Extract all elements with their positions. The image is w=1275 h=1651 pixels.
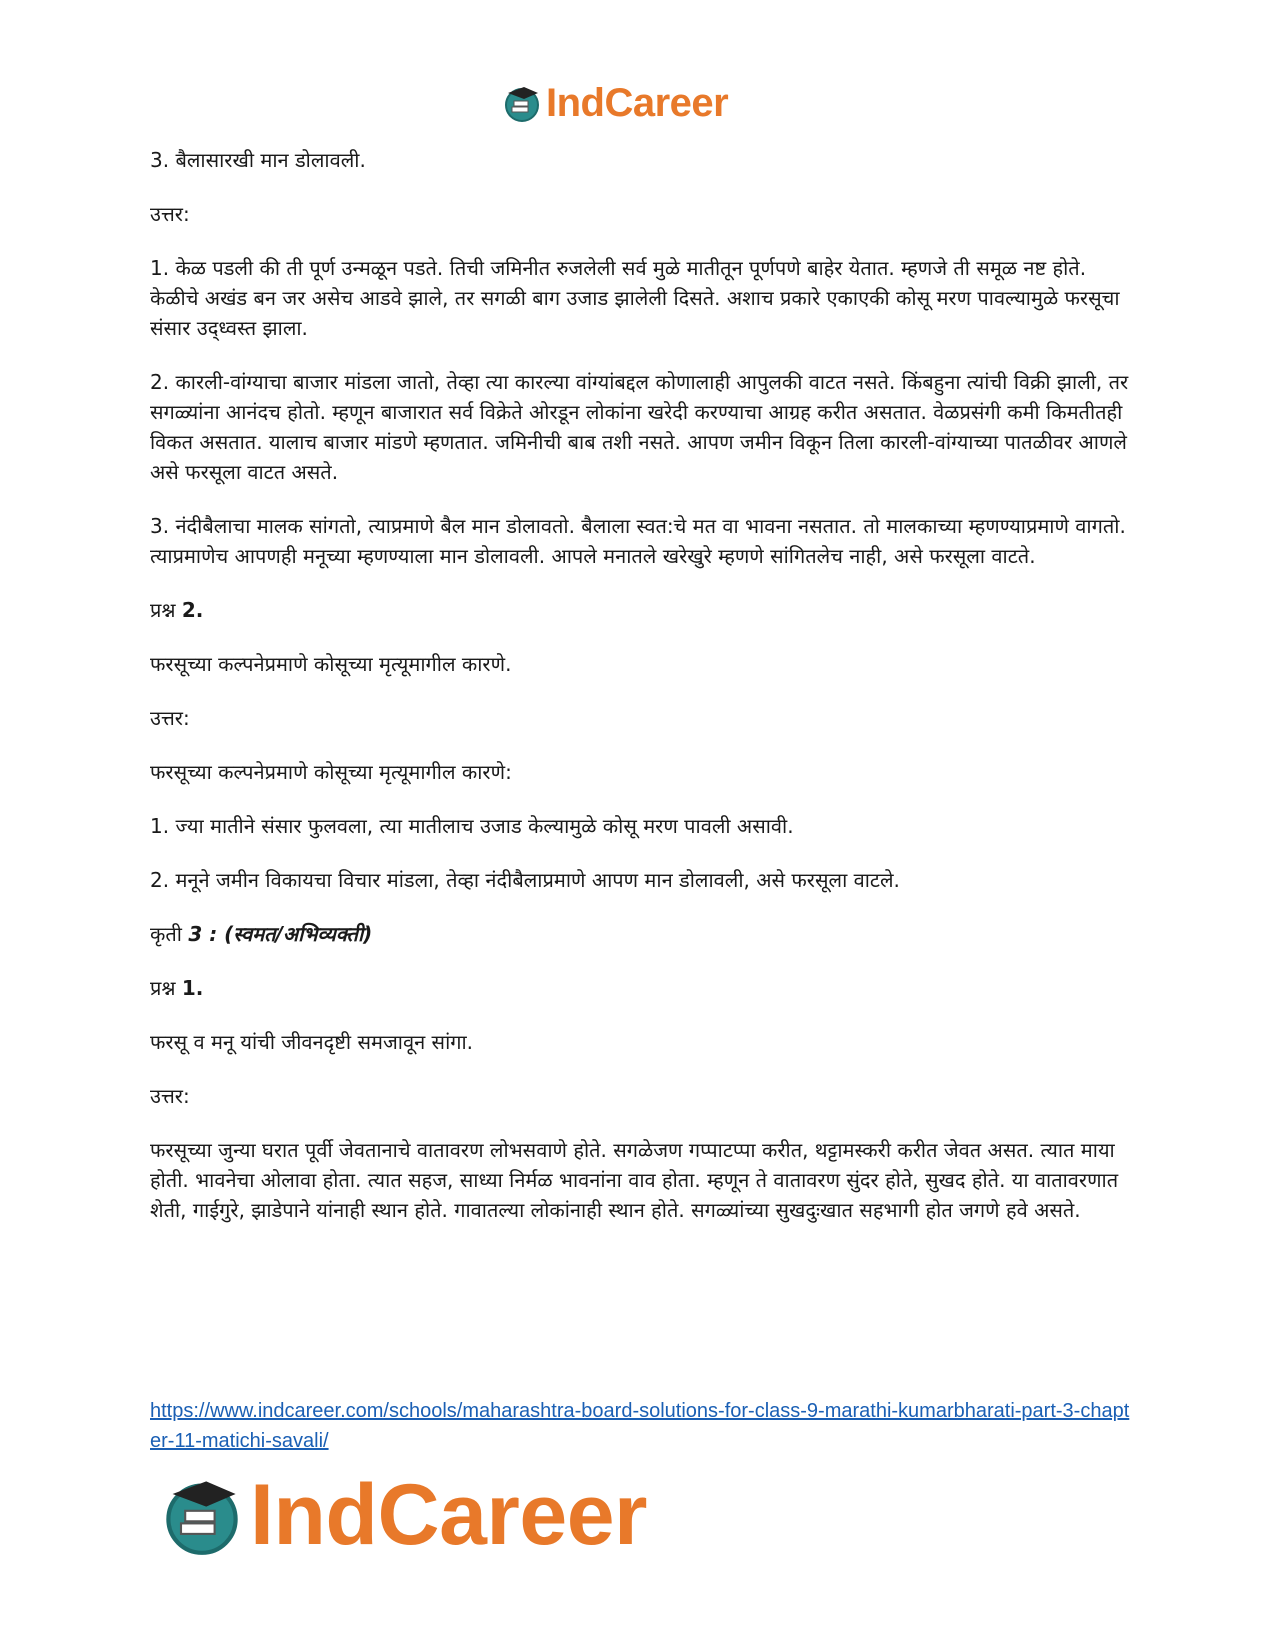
item-3-heading: 3. बैलासारखी मान डोलावली.	[150, 148, 366, 172]
document-body	[150, 145, 1140, 1249]
question-number: 1.	[181, 976, 204, 1000]
question-1-answer: फरसूच्या जुन्या घरात पूर्वी जेवतानाचे वातावरण लोभसवाणे होते. सगळेजण गप्पाटप्पा करीत, थट्टामस्करी करीत जेवत असत. त्यात माया होती. भावनेचा ओलावा होता. त्यात सहज, साध्या निर्मळ भावनांना वाव होता. म्हणून ते वातावरण सुंदर होते, सुखद होते. या वातावरणात शेती, गाईगुरे, झाडेपाने यांनाही स्थान होते. गावातल्या लोकांनाही स्थान होते. सगळ्यांच्या सुखदुःखात सहभागी होत जगणे हवे असते.	[150, 1138, 1119, 1222]
answer-label: उत्तर:	[150, 1084, 190, 1108]
question-word: प्रश्न	[150, 598, 176, 622]
kruti-word: कृती	[150, 922, 182, 946]
question-2-answer-2: 2. मनूने जमीन विकायचा विचार मांडला, तेव्हा नंदीबैलाप्रमाणे आपण मान डोलावली, असे फरसूला वाटले.	[150, 868, 900, 892]
question-2-answer-1: 1. ज्या मातीने संसार फुलवला, त्या मातीलाच उजाड केल्यामुळे कोसू मरण पावली असावी.	[150, 814, 794, 838]
question-1-label	[150, 973, 1140, 1003]
logo-wordmark: IndCareer	[250, 1466, 647, 1563]
graduation-globe-icon	[160, 1473, 244, 1557]
question-word: प्रश्न	[150, 976, 176, 1000]
question-1-text: फरसू व मनू यांची जीवनदृष्टी समजावून सांगा.	[150, 1030, 474, 1054]
answer-paragraph-1: 1. केळ पडली की ती पूर्ण उन्मळून पडते. तिची जमिनीत रुजलेली सर्व मुळे मातीतून पूर्णपणे बाहेर येतात. म्हणजे ती समूळ नष्ट होते. केळीचे अखंड बन जर असेच आडवे झाले, तर सगळी बाग उजाड झालेली दिसते. अशाच प्रकारे एकाएकी कोसू मरण पावल्यामुळे फरसूचा संसार उद्ध्वस्त झाला.	[150, 256, 1120, 340]
answer-label: उत्तर:	[150, 202, 190, 226]
indcareer-logo-header	[502, 80, 728, 126]
question-number: 2.	[181, 598, 204, 622]
question-2-label	[150, 595, 1140, 625]
graduation-globe-icon	[502, 83, 542, 123]
answer-paragraph-2: 2. कारली-वांग्याचा बाजार मांडला जातो, तेव्हा त्या कारल्या वांग्यांबद्दल कोणालाही आपुलकी वाटत नसते. किंबहुना त्यांची विक्री झाली, तर सगळ्यांना आनंदच होतो. म्हणून बाजारात सर्व विक्रेते ओरडून लोकांना खरेदी करण्याचा आग्रह करीत असतात. वेळप्रसंगी कमी किमतीतही विकत असतात. यालाच बाजार मांडणे म्हणतात. जमिनीची बाब तशी नसते. आपण जमीन विकून तिला कारली-वांग्याच्या पातळीवर आणले असे फरसूला वाटत असते.	[150, 370, 1129, 484]
source-url-link[interactable]: https://www.indcareer.com/schools/maharashtra-board-solutions-for-class-9-marathi-kumarbharati-part-3-chapter-11-matichi-savali/	[150, 1400, 1130, 1452]
kruti-subtitle: 3 : (स्वमत/अभिव्यक्ती)	[188, 922, 373, 946]
kruti-3-heading	[150, 919, 1140, 949]
indcareer-logo-footer	[160, 1466, 647, 1563]
answer-paragraph-3: 3. नंदीबैलाचा मालक सांगतो, त्याप्रमाणे बैल मान डोलावतो. बैलाला स्वत:चे मत वा भावना नसतात. तो मालकाच्या म्हणण्याप्रमाणे वागतो. त्याप्रमाणेच आपणही मनूच्या म्हणण्याला मान डोलावली. आपले मनातले खरेखुरे म्हणणे सांगितलेच नाही, असे फरसूला वाटते.	[150, 514, 1126, 568]
question-2-answer-intro: फरसूच्या कल्पनेप्रमाणे कोसूच्या मृत्यूमागील कारणे:	[150, 760, 512, 784]
logo-wordmark: IndCareer	[546, 80, 729, 125]
answer-label: उत्तर:	[150, 706, 190, 730]
question-2-text: फरसूच्या कल्पनेप्रमाणे कोसूच्या मृत्यूमागील कारणे.	[150, 652, 512, 676]
